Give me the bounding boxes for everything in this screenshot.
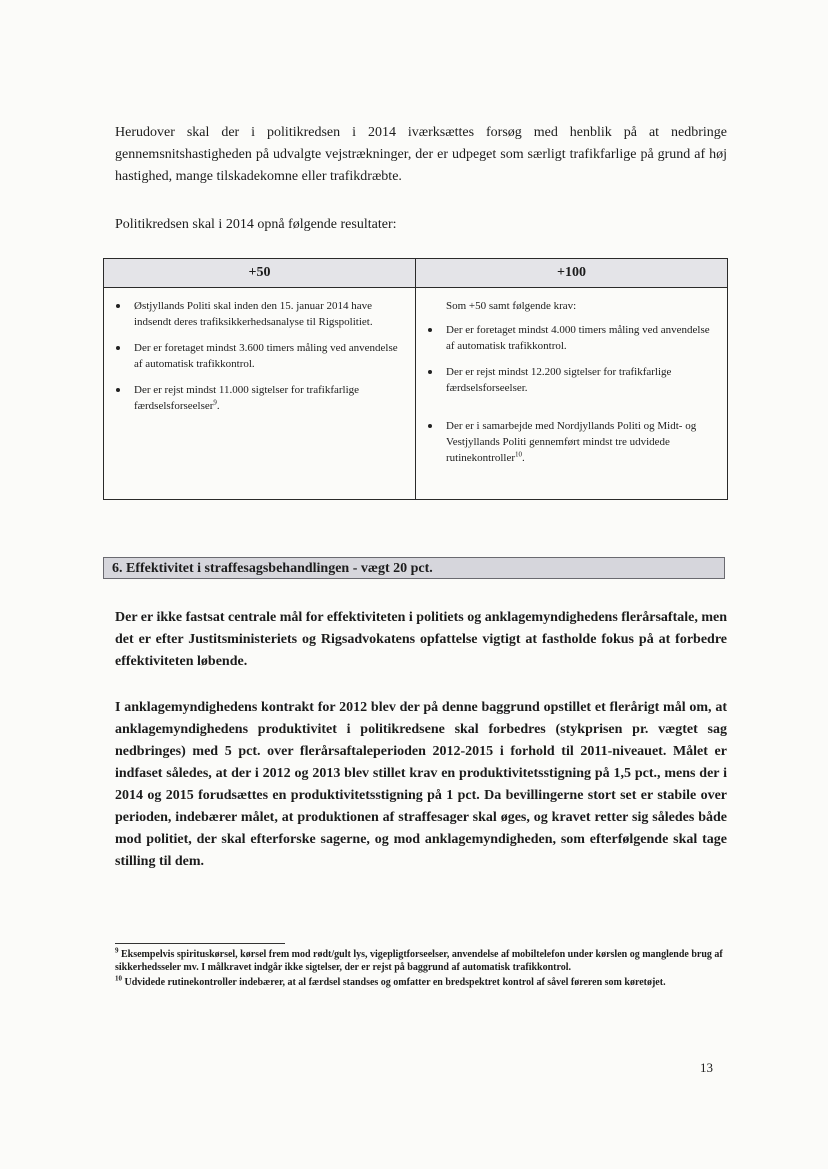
list-item: Østjyllands Politi skal inden den 15. januar 2014 have indsendt deres trafiksikkerhedsanalyse til Rigspolitiet. (134, 298, 407, 330)
results-table (103, 258, 728, 500)
footnotes (115, 948, 727, 991)
col1-header: +50 (104, 259, 416, 288)
list-item: Der er i samarbejde med Nordjyllands Politi og Midt- og Vestjyllands Politi gennemført mindst tre udvidede rutinekontroller$^{10}$. (446, 418, 719, 466)
col1-cell (104, 288, 416, 500)
intro-paragraph: Herudover skal der i politikredsen i 2014 iværksættes forsøg med henblik på at nedbringe gennemsnitshastigheden på udvalgte vejstrækninger, der er udpeget som særligt trafikfarlige på grund af høj hastighed, mange tilskadekomne eller trafikdræbte. (115, 125, 727, 184)
list-item: Der er rejst mindst 11.000 sigtelser for trafikfarlige færdselsforseelser$^9$. (134, 382, 407, 414)
results-intro: Politikredsen skal i 2014 opnå følgende resultater: (115, 217, 397, 232)
list-item: Der er rejst mindst 12.200 sigtelser for trafikfarlige færdselsforseelser. (446, 364, 719, 396)
page-number: 13 (700, 1060, 713, 1075)
footnote-divider (115, 943, 285, 944)
section-paragraph-1: Der er ikke fastsat centrale mål for effektiviteten i politiets og anklagemyndighedens flerårsaftale, men det er efter Justitsministeriets og Rigsadvokatens opfattelse vigtigt at fastholde fokus på at forbedre effektiviteten løbende. (115, 610, 728, 669)
col2-intro: Som +50 samt følgende krav: (446, 300, 577, 312)
footnote-ref: 9 (213, 398, 217, 407)
section-header: 6. Effektivitet i straffesagsbehandlingen - vægt 20 pct. (103, 557, 725, 579)
list-item: Der er foretaget mindst 4.000 timers måling ved anvendelse af automatisk trafikkontrol. (446, 322, 719, 354)
footnote: $^{10}$ Udvidede rutinekontroller indebærer, at al færdsel standses og omfatter en bredspektret kontrol af såvel føreren som køretøjet. (115, 974, 666, 988)
list-item: Der er foretaget mindst 3.600 timers måling ved anvendelse af automatisk trafikkontrol. (134, 340, 407, 372)
section-paragraph-2: I anklagemyndighedens kontrakt for 2012 blev der på denne baggrund opstillet et flerårigt mål om, at anklagemyndighedens produktivitet i politikredsene skal forbedres (stykprisen pr. vægtet sag nedbringes) med 5 pct. over flerårsaftaleperioden 2012-2015 i forhold til 2011-niveauet. Målet er indfaset således, at der i 2012 og 2013 blev stillet krav en produktivitetsstigning på 1,5 pct., mens der i 2014 og 2015 forudsættes en produktivitetsstigning på 1 pct. Da bevillingerne stort set er stabile over perioden, indebærer målet, at produktionen af straffesager skal øges, og kravet retter sig således både mod politiet, der skal efterforske sagerne, og mod anklagemyndigheden, som efterfølgende skal tage stilling til dem. (115, 700, 727, 869)
footnote-ref: 10 (515, 450, 523, 459)
footnote: $^9$ Eksempelvis spirituskørsel, kørsel frem mod rødt/gult lys, vigepligtforseelser, anvendelse af mobiltelefon under kørslen og manglende brug af sikkerhedsseler mv. I målkravet indgår ikke sigtelser, der er rejst på baggrund af automatisk trafikkontrol. (115, 946, 723, 973)
col2-cell (416, 288, 728, 500)
col2-header: +100 (416, 259, 728, 288)
